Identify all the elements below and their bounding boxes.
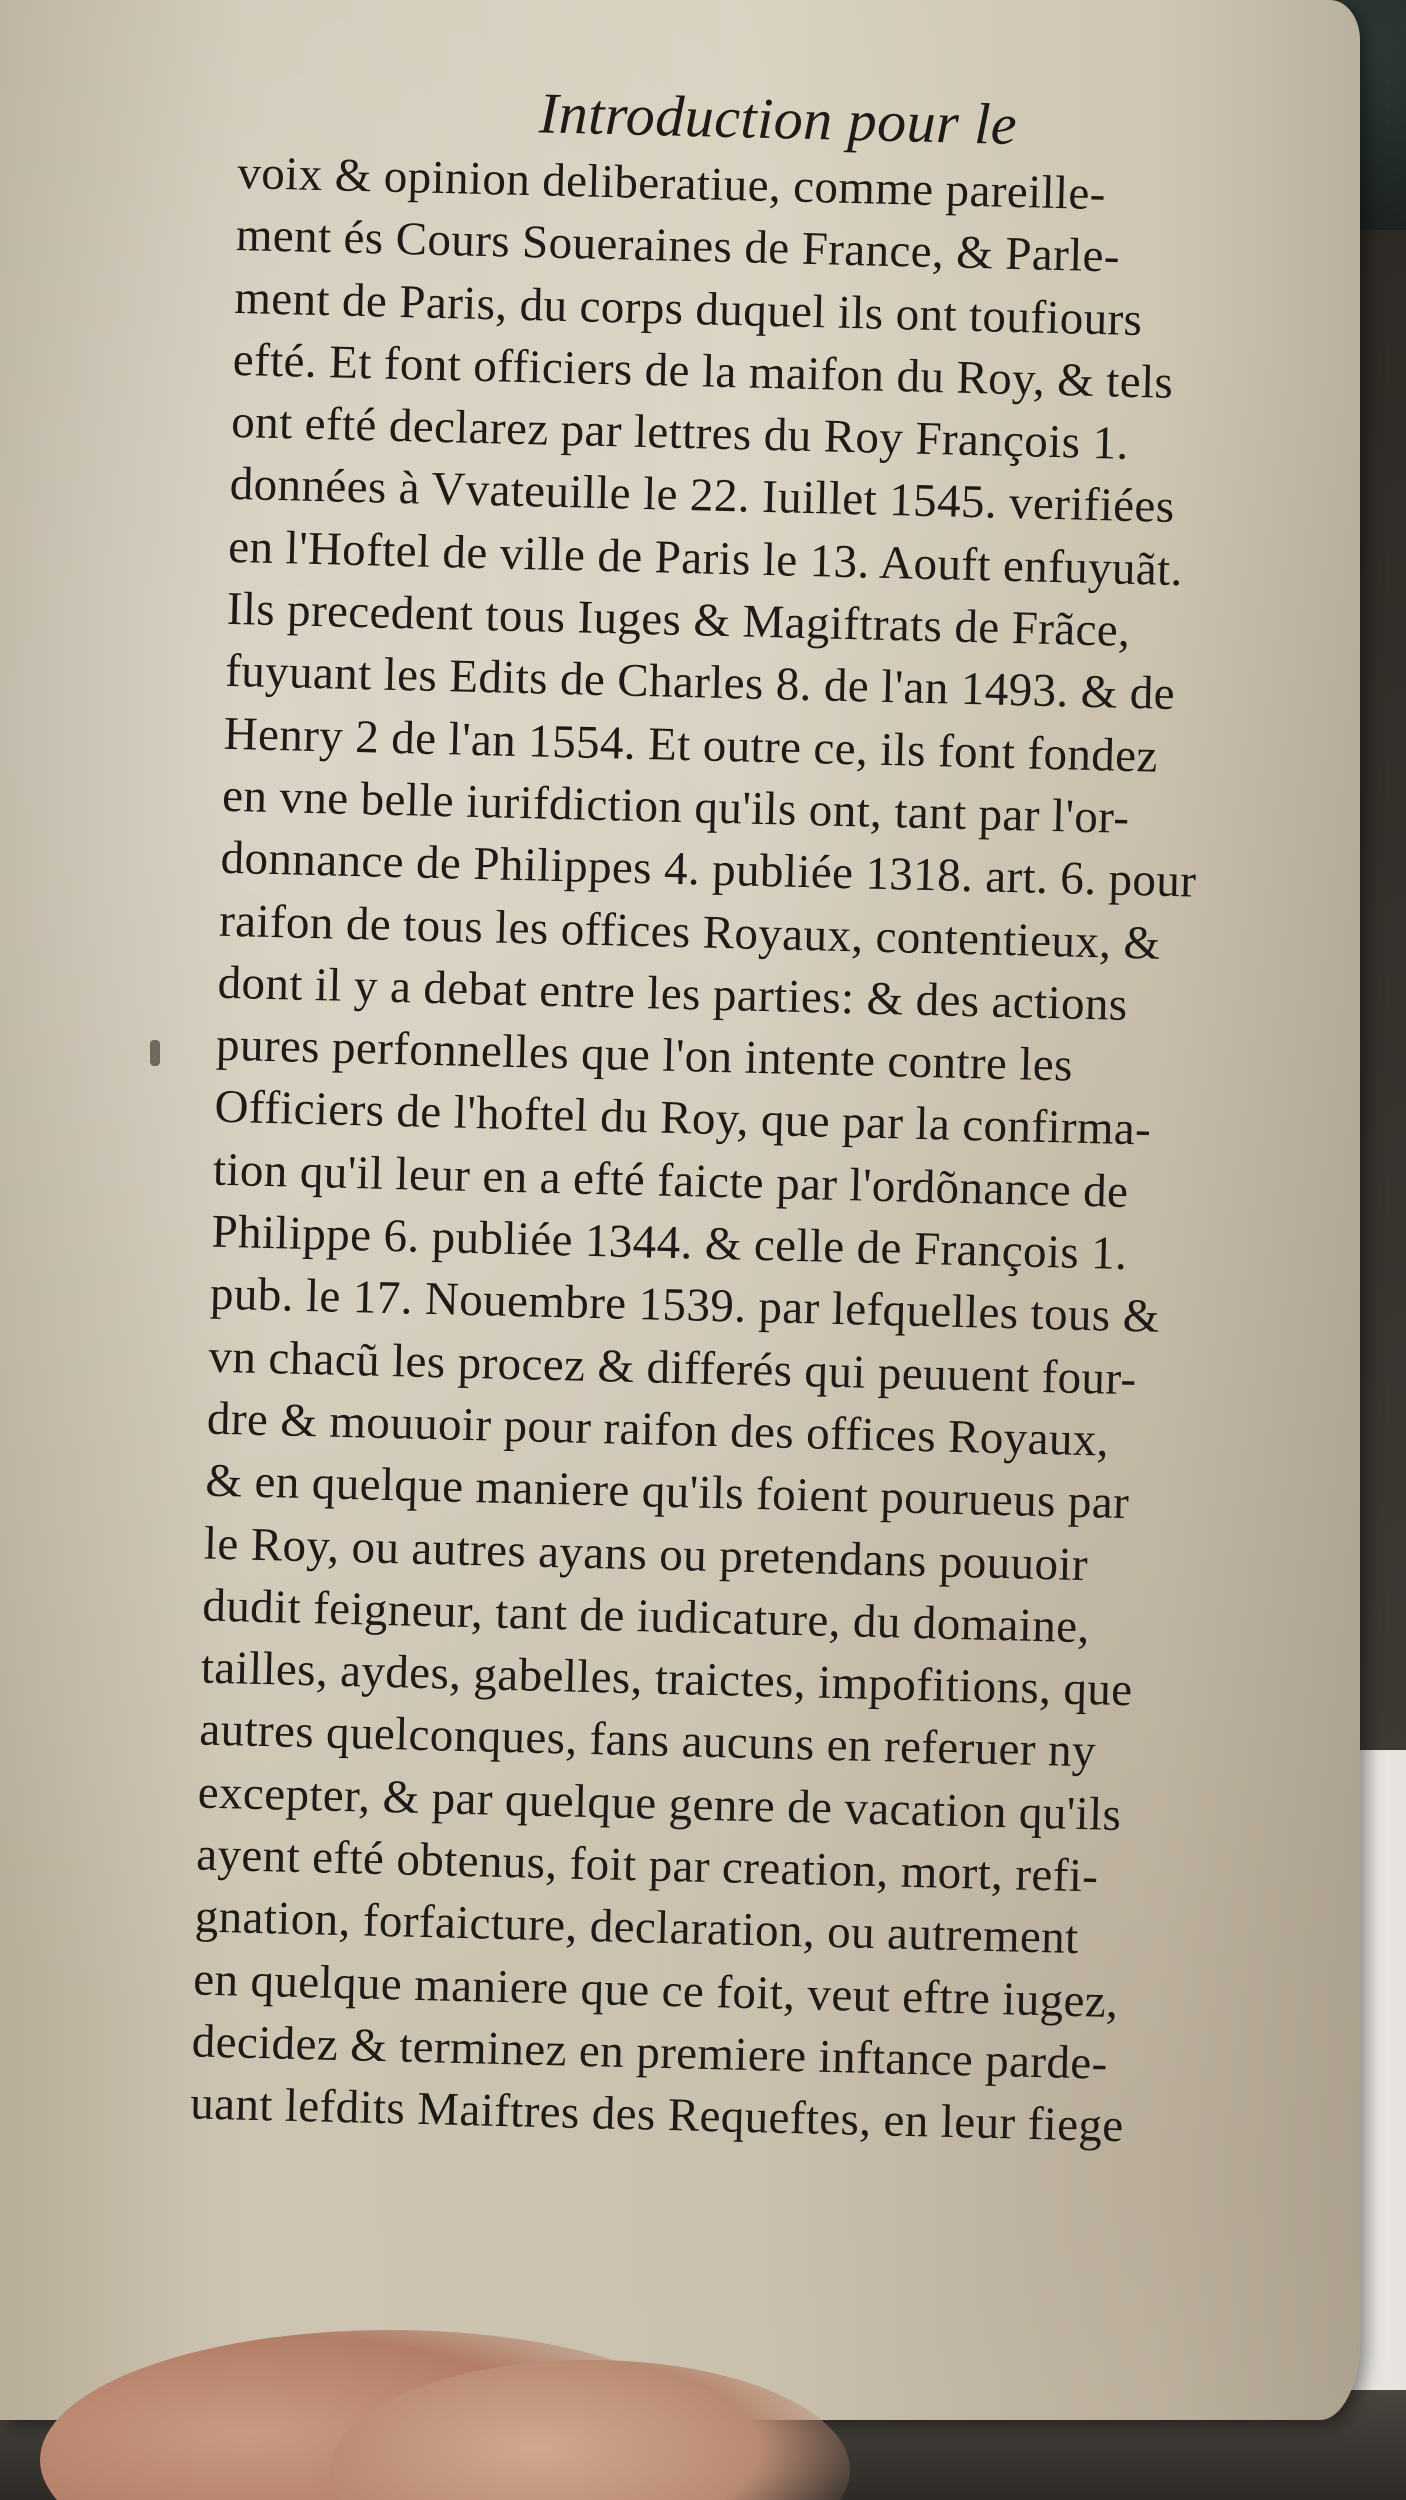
text-line: tailles, aydes, gabelles, traictes, impofitions, que (200, 1641, 1134, 1717)
text-line: efté. Et font officiers de la maifon du Roy, & tels (232, 333, 1174, 409)
page-text (190, 70, 1310, 2161)
text-line: pures perfonnelles que l'on intente contre les (215, 1018, 1074, 1092)
text-line: dre & mouuoir pour raifon des offices Royaux, (206, 1392, 1110, 1467)
text-line: Officiers de l'hoftel du Roy, que par la confirma- (214, 1081, 1152, 1157)
text-line: ment de Paris, du corps duquel ils ont toufiours (233, 271, 1143, 346)
text-line: uant lefdits Maiftres des Requeftes, en leur fiege (189, 2077, 1125, 2153)
text-lines (190, 142, 1308, 2161)
margin-ink-mark (150, 1040, 160, 1066)
text-line: dont il y a debat entre les parties: & des actions (217, 956, 1129, 1031)
text-line: pub. le 17. Nouembre 1539. par lefquelles tous & (209, 1267, 1161, 1344)
text-line: dudit feigneur, tant de iudicature, du domaine, (201, 1579, 1091, 1654)
text-line: fuyuant les Edits de Charles 8. de l'an 1493. & de (224, 645, 1176, 721)
text-line: en quelque maniere que ce foit, veut eftre iugez, (192, 1953, 1119, 2028)
text-line: voix & opinion deliberatiue, comme pareille- (236, 146, 1107, 221)
text-line: Ils precedent tous Iuges & Magiftrats de Frãce, (226, 582, 1131, 657)
text-line: donnance de Philippes 4. publiée 1318. art. 6. pour (220, 832, 1197, 908)
text-line: decidez & terminez en premiere inftance parde- (191, 2015, 1109, 2090)
text-line: ont efté declarez par lettres du Roy François 1. (230, 396, 1130, 471)
text-line: en l'Hoftel de ville de Paris le 13. Aouft enfuyuãt. (227, 520, 1184, 596)
text-line: tion qu'il leur en a efté faicte par l'ordõnance de (212, 1143, 1130, 1218)
running-head: Introduction pour le (538, 80, 1018, 157)
text-line: excepter, & par quelque genre de vacation qu'ils (197, 1766, 1122, 1841)
text-line: gnation, forfaicture, declaration, ou autrement (194, 1890, 1080, 1965)
text-line: Henry 2 de l'an 1554. Et outre ce, ils font fondez (223, 707, 1159, 783)
text-line: raifon de tous les offices Royaux, contentieux, & (218, 894, 1162, 970)
text-line: Philippe 6. publiée 1344. & celle de François 1. (210, 1205, 1128, 1281)
text-line: données à Vvateuille le 22. Iuillet 1545. verifiées (229, 458, 1176, 534)
text-line: en vne belle iurifdiction qu'ils ont, tant par l'or- (221, 769, 1131, 844)
text-line: vn chacũ les procez & differés qui peuuent four- (207, 1330, 1138, 1405)
text-line: & en quelque maniere qu'ils foient pourueus par (204, 1454, 1130, 1530)
text-line: ment és Cours Soueraines de France, & Parle- (235, 209, 1121, 283)
text-line: autres quelconques, fans aucuns en referuer ny (198, 1703, 1097, 1778)
text-line: ayent efté obtenus, foit par creation, mort, refi- (195, 1828, 1099, 1903)
text-line: le Roy, ou autres ayans ou pretendans pouuoir (203, 1517, 1089, 1591)
